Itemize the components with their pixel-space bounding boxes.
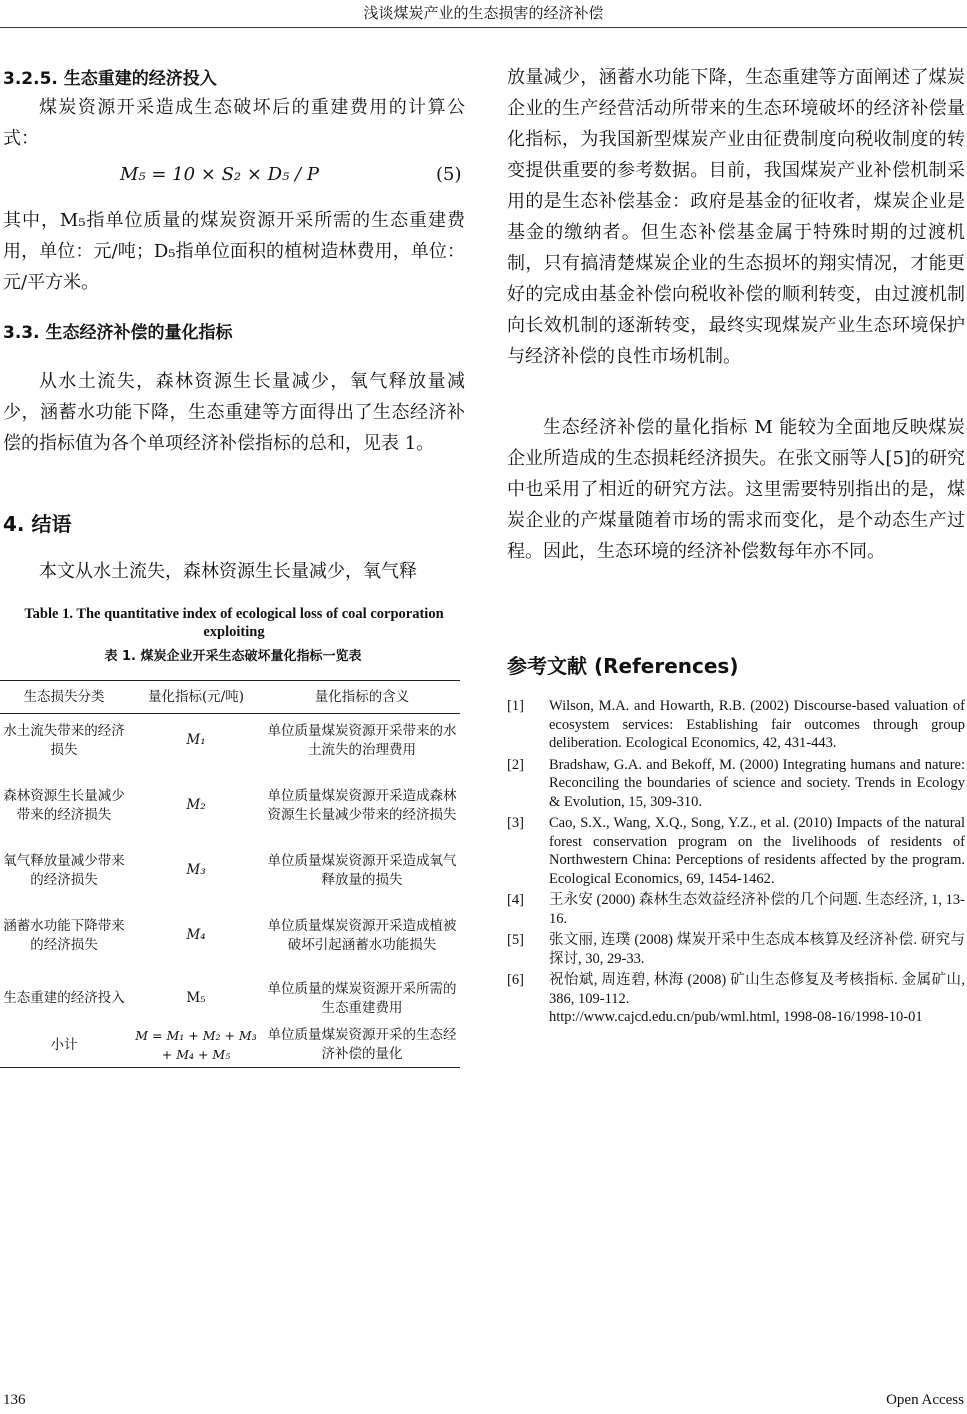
conclusion-paragraph-2: 生态经济补偿的量化指标 M 能较为全面地反映煤炭企业所造成的生态损耗经济损失。在张文丽等人[5]的研究中也采用了相近的研究方法。这里需要特别指出的是，煤炭企业的产煤量随着市场的需求而变化，是个动态生产过程。因此，生态环境的经济补偿数每年亦不同。 bbox=[507, 417, 965, 562]
table-row bbox=[0, 898, 460, 974]
table-row bbox=[0, 768, 460, 844]
header-rule bbox=[0, 27, 967, 28]
section-3-2-5-title: 3.2.5. 生态重建的经济投入 bbox=[3, 69, 217, 89]
section-3-3-title: 3.3. 生态经济补偿的量化指标 bbox=[3, 323, 233, 343]
reference-item bbox=[507, 931, 965, 968]
conclusion-paragraph-1: 放量减少，涵蓄水功能下降，生态重建等方面阐述了煤炭企业的生产经营活动所带来的生态环境破坏的经济补偿量化指标，为我国新型煤炭产业由征费制度向税收制度的转变提供重要的参考数据。目前，我国煤炭产业补偿机制采用的是生态补偿基金：政府是基金的征收者，煤炭企业是基金的缴纳者。但生态补偿基金属于特殊时期的过渡机制，只有搞清楚煤炭企业的生态损坏的翔实情况，才能更好的完成由基金补偿向税收补偿的顺利转变，由过渡机制向长效机制的逐渐转变，最终实现煤炭产业生态环境保护与经济补偿的良性市场机制。 bbox=[507, 67, 965, 367]
table-header: 生态损失分类 bbox=[23, 688, 105, 705]
table-header-row bbox=[0, 681, 460, 714]
table-cell-index: M₄ bbox=[186, 927, 206, 943]
reference-number: [2] bbox=[507, 756, 524, 773]
reference-item bbox=[507, 891, 965, 928]
table-cell-meaning: 单位质量煤炭资源开采造成氧气释放量的损失 bbox=[267, 852, 457, 888]
table-caption-cn: 表 1. 煤炭企业开采生态破坏量化指标一览表 bbox=[104, 649, 362, 664]
data-table bbox=[0, 680, 460, 1068]
section-3-2-5-intro: 煤炭资源开采造成生态破坏后的重建费用的计算公式： bbox=[3, 97, 465, 149]
table-caption-en: Table 1. The quantitative index of ecological loss of coal corporation exploiting bbox=[24, 606, 444, 640]
table-cell-category: 生态重建的经济投入 bbox=[3, 990, 125, 1006]
section-3-3-text: 从水土流失，森林资源生长量减少，氧气释放量减少，涵蓄水功能下降，生态重建等方面得出了生态经济补偿的指标值为各个单项经济补偿指标的总和，见表 1。 bbox=[3, 371, 465, 454]
reference-text: Wilson, M.A. and Howarth, R.B. (2002) Discourse-based valuation of ecosystem services: Establishing fair outcomes through group deliberation. Ecological Economics, 42, 431-443. bbox=[549, 698, 965, 751]
reference-text: Bradshaw, G.A. and Bekoff, M. (2000) Integrating humans and nature: Reconciling the boundaries of science and society. Trends in Ecology & Evolution, 15, 309-310. bbox=[549, 756, 965, 810]
table-cell-meaning: 单位质量煤炭资源开采造成植被破坏引起涵蓄水功能损失 bbox=[267, 917, 457, 953]
table-cell-index: M₁ bbox=[186, 732, 206, 749]
table-cell-meaning: 单位质量煤炭资源开采的生态经济补偿的量化 bbox=[267, 1027, 457, 1063]
table-cell-meaning: 单位质量的煤炭资源开采所需的生态重建费用 bbox=[267, 980, 457, 1016]
table-row bbox=[0, 974, 460, 1024]
table-cell-meaning: 单位质量煤炭资源开采带来的水土流失的治理费用 bbox=[267, 722, 457, 758]
table-cell-category: 小计 bbox=[50, 1036, 78, 1053]
table-cell-category: 涵蓄水功能下降带来的经济损失 bbox=[3, 917, 125, 953]
running-title: 浅谈煤炭产业的生态损害的经济补偿 bbox=[363, 4, 604, 22]
reference-text: Cao, S.X., Wang, X.Q., Song, Y.Z., et al. (2010) Impacts of the natural forest conservation program on the livelihoods of residents of Northwestern China: Perceptions of residents affected by the program. Ecological Economics, 69, 1454-1462. bbox=[549, 815, 965, 887]
table-cell-category: 森林资源生长量减少带来的经济损失 bbox=[3, 787, 125, 823]
reference-text: 王永安 (2000) 森林生态效益经济补偿的几个问题. 生态经济, 1, 13-16. bbox=[549, 892, 965, 927]
equation-5-number: (5) bbox=[436, 164, 462, 185]
table-header: 量化指标的含义 bbox=[314, 688, 410, 705]
reference-item bbox=[507, 971, 965, 1027]
section-3-2-5-definition: 其中，M₅指单位质量的煤炭资源开采所需的生态重建费用，单位：元/吨；D₅指单位面积的植树造林费用，单位：元/平方米。 bbox=[3, 210, 465, 293]
table-cell-index: M₅ bbox=[186, 990, 206, 1006]
reference-text: 祝怡斌, 周连碧, 林海 (2008) 矿山生态修复及考核指标. 金属矿山, 386, 109-112. bbox=[549, 972, 965, 1007]
reference-number: [4] bbox=[507, 892, 524, 908]
table-cell-index: M = M₁ + M₂ + M₃ + M₄ + M₅ bbox=[135, 1028, 257, 1063]
table-row bbox=[0, 844, 460, 898]
reference-number: [1] bbox=[507, 698, 524, 714]
table-row-subtotal bbox=[0, 1024, 460, 1068]
section-4-text: 本文从水土流失，森林资源生长量减少，氧气释 bbox=[39, 561, 417, 582]
equation-5: M₅ = 10 × S₂ × D₅ ∕ P bbox=[120, 164, 319, 185]
reference-list bbox=[507, 697, 965, 1027]
table-cell-meaning: 单位质量煤炭资源开采造成森林资源生长量减少带来的经济损失 bbox=[267, 787, 457, 823]
page-number: 136 bbox=[3, 1392, 26, 1408]
table-cell-index: M₃ bbox=[186, 862, 206, 878]
table-cell-index: M₂ bbox=[186, 797, 206, 813]
reference-item bbox=[507, 756, 965, 812]
table-header: 量化指标(元/吨) bbox=[147, 688, 245, 705]
reference-item bbox=[507, 697, 965, 753]
table-cell-category: 水土流失带来的经济损失 bbox=[3, 722, 125, 758]
open-access-label: Open Access bbox=[886, 1392, 964, 1408]
reference-number: [5] bbox=[507, 932, 524, 948]
reference-text: 张文丽, 连璞 (2008) 煤炭开采中生态成本核算及经济补偿. 研究与探讨, 30, 29-33. bbox=[549, 932, 965, 967]
reference-number: [6] bbox=[507, 972, 524, 988]
references-title: 参考文献 (References) bbox=[507, 654, 739, 678]
table-cell-category: 氧气释放量减少带来的经济损失 bbox=[3, 852, 125, 888]
section-4-title: 4. 结语 bbox=[3, 512, 72, 536]
reference-item bbox=[507, 814, 965, 888]
reference-number: [3] bbox=[507, 815, 524, 831]
table-row bbox=[0, 714, 460, 768]
reference-url: http://www.cajcd.edu.cn/pub/wml.html, 1998-08-16/1998-10-01 bbox=[549, 1009, 923, 1025]
